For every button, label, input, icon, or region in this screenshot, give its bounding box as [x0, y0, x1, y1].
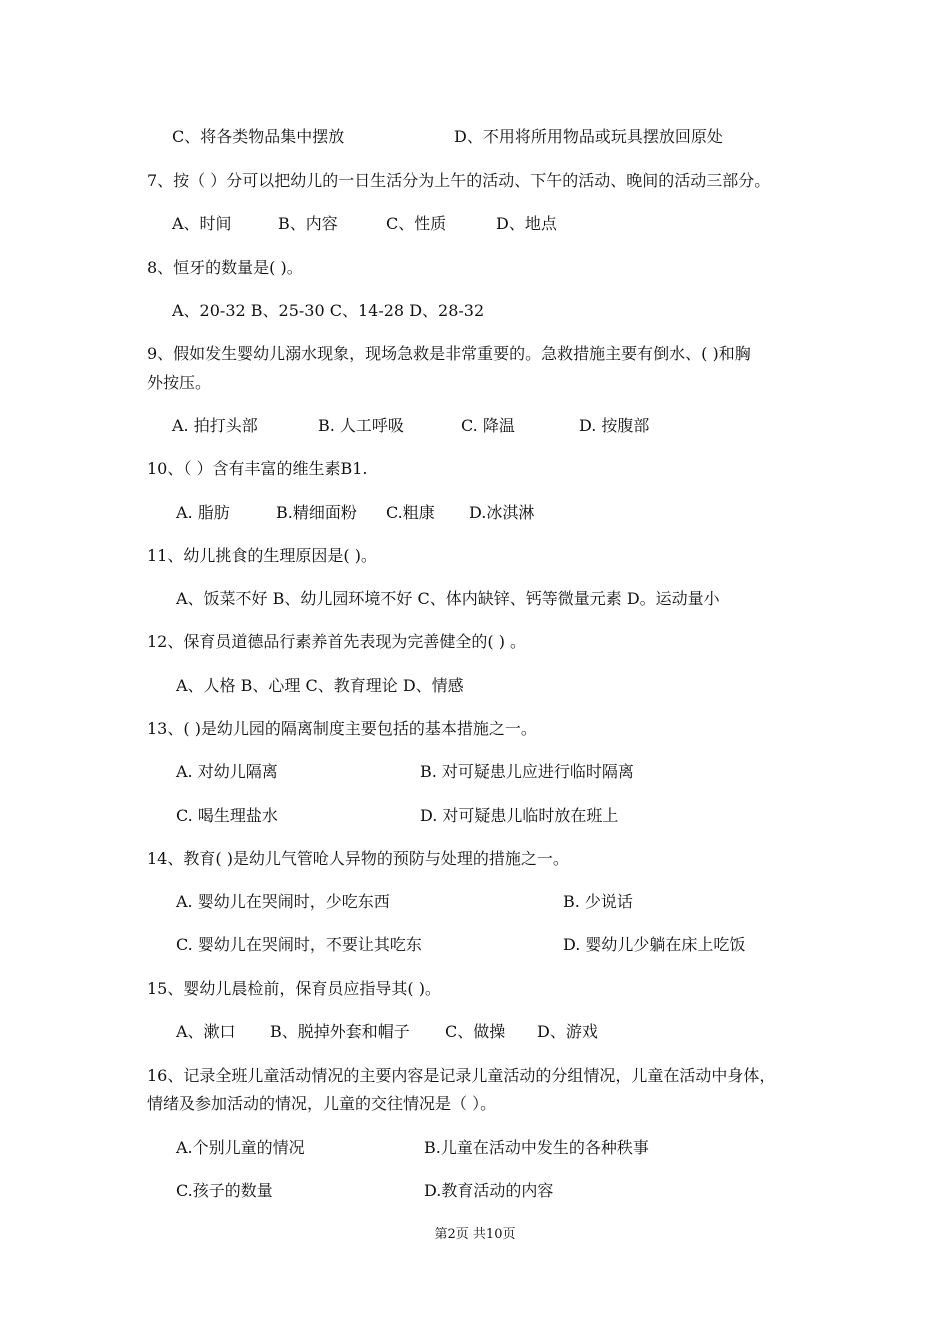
- q10-option-a: A. 脂肪: [176, 503, 230, 522]
- q9-option-a: A. 拍打头部: [172, 416, 258, 435]
- q8-options: A、20-32 B、25-30 C、14-28 D、28-32: [172, 301, 485, 320]
- q16-option-a: A.个别儿童的情况: [176, 1138, 305, 1157]
- q15-option-b: B、脱掉外套和帽子: [270, 1022, 410, 1041]
- question-8: 8、恒牙的数量是( )。: [147, 258, 303, 277]
- question-16: 16、记录全班儿童活动情况的主要内容是记录儿童活动的分组情况，儿童在活动中身体，: [147, 1066, 776, 1085]
- question-11: 11、幼儿挑食的生理原因是( )。: [147, 546, 377, 565]
- q14-option-a: A. 婴幼儿在哭闹时，少吃东西: [176, 892, 390, 911]
- q13-option-a: A. 对幼儿隔离: [176, 762, 278, 781]
- q6-option-d: D、不用将所用物品或玩具摆放回原处: [454, 127, 723, 146]
- q12-options: A、人格 B、心理 C、教育理论 D、情感: [176, 676, 464, 695]
- question-12: 12、保育员道德品行素养首先表现为完善健全的( ) 。: [147, 632, 527, 651]
- q7-option-a: A、时间: [172, 214, 232, 233]
- q9-option-b: B. 人工呼吸: [318, 416, 404, 435]
- question-9: 9、假如发生婴幼儿溺水现象，现场急救是非常重要的。急救措施主要有倒水、( )和胸: [147, 344, 751, 363]
- question-7: 7、按（ ）分可以把幼儿的一日生活分为上午的活动、下午的活动、晚间的活动三部分。: [147, 171, 771, 190]
- q14-option-c: C. 婴幼儿在哭闹时，不要让其吃东: [176, 935, 422, 954]
- question-9-cont: 外按压。: [147, 373, 212, 392]
- q7-option-b: B、内容: [278, 214, 338, 233]
- q14-option-b: B. 少说话: [563, 892, 633, 911]
- q9-option-d: D. 按腹部: [579, 416, 650, 435]
- q15-option-d: D、游戏: [537, 1022, 598, 1041]
- q14-option-d: D. 婴幼儿少躺在床上吃饭: [563, 935, 746, 954]
- question-10: 10、（ ）含有丰富的维生素B1.: [147, 459, 368, 478]
- q10-option-c: C.粗康: [386, 503, 435, 522]
- q13-option-d: D. 对可疑患儿临时放在班上: [420, 806, 619, 825]
- q16-option-d: D.教育活动的内容: [424, 1181, 554, 1200]
- q16-option-c: C.孩子的数量: [176, 1181, 273, 1200]
- question-14: 14、教育( )是幼儿气管呛人异物的预防与处理的措施之一。: [147, 849, 569, 868]
- question-15: 15、婴幼儿晨检前，保育员应指导其( )。: [147, 979, 441, 998]
- q15-option-a: A、漱口: [176, 1022, 236, 1041]
- q11-options: A、饭菜不好 B、幼儿园环境不好 C、体内缺锌、钙等微量元素 D。运动量小: [176, 589, 720, 608]
- q13-option-c: C. 喝生理盐水: [176, 806, 278, 825]
- q15-option-c: C、做操: [445, 1022, 506, 1041]
- q10-option-b: B.精细面粉: [276, 503, 357, 522]
- q13-option-b: B. 对可疑患儿应进行临时隔离: [420, 762, 634, 781]
- q16-option-b: B.儿童在活动中发生的各种秩事: [424, 1138, 649, 1157]
- question-13: 13、( )是幼儿园的隔离制度主要包括的基本措施之一。: [147, 719, 537, 738]
- q7-option-c: C、性质: [386, 214, 447, 233]
- page-footer: 第2页 共10页: [434, 1227, 516, 1242]
- q6-option-c: C、将各类物品集中摆放: [172, 127, 345, 146]
- q10-option-d: D.冰淇淋: [469, 503, 535, 522]
- question-16-cont: 情绪及参加活动的情况，儿童的交往情况是（ ）。: [147, 1094, 497, 1113]
- q7-option-d: D、地点: [496, 214, 557, 233]
- q9-option-c: C. 降温: [461, 416, 515, 435]
